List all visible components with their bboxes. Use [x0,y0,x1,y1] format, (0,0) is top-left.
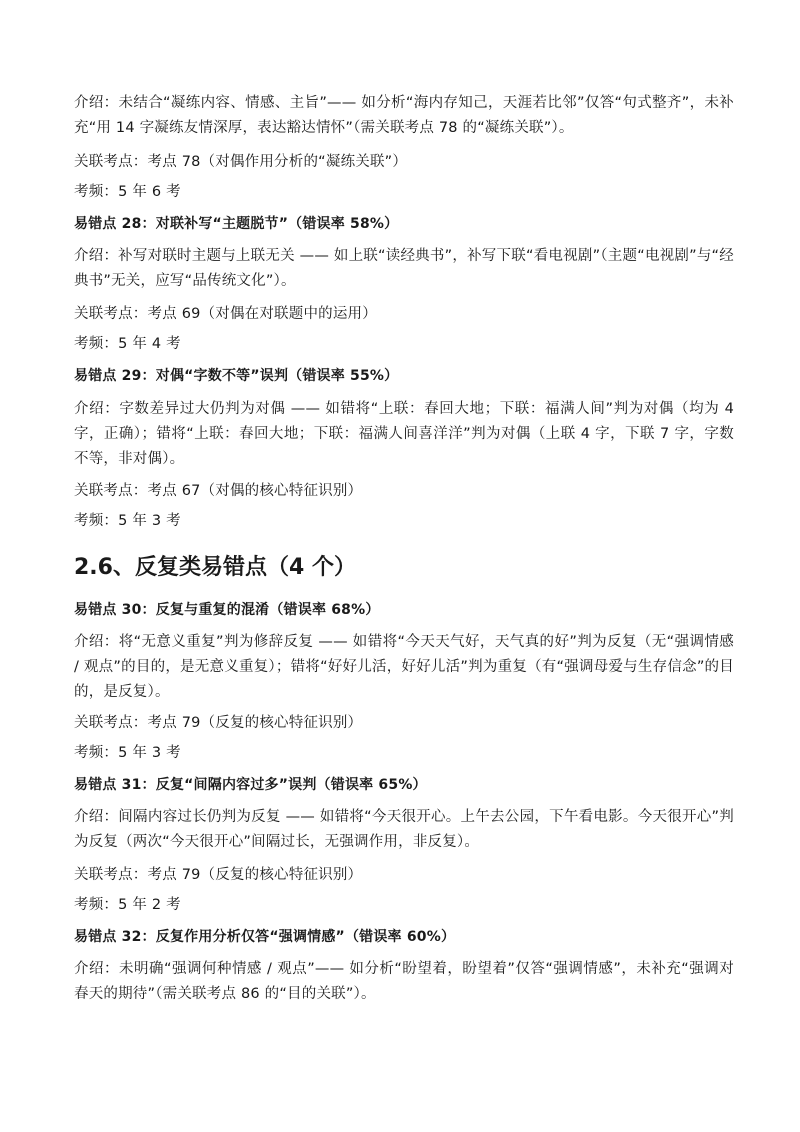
error-item-29-intro: 介绍：字数差异过大仍判为对偶 —— 如错将“上联：春回大地；下联：福满人间”判为对偶（均为 4 字，正确）；错将“上联：春回大地；下联：福满人间喜洋洋”判为对偶（上联 4 字，下联 7 字，字数不等，非对偶）。 [74,401,734,467]
error-item-31-title: 易错点 31：反复“间隔内容过多”误判（错误率 65%） [74,777,427,793]
error-item-28-frequency: 考频：5 年 4 考 [74,336,181,352]
error-item-30-related: 关联考点：考点 79（反复的核心特征识别） [74,715,363,731]
exam-frequency: 考频：5 年 6 考 [74,184,181,200]
error-item-31-related: 关联考点：考点 79（反复的核心特征识别） [74,867,363,883]
error-item-29-frequency: 考频：5 年 3 考 [74,513,181,529]
error-item-28-title: 易错点 28：对联补写“主题脱节”（错误率 58%） [74,216,399,232]
intro-paragraph: 介绍：未结合“凝练内容、情感、主旨”—— 如分析“海内存知己，天涯若比邻”仅答“句式整齐”，未补充“用 14 字凝练友情深厚，表达豁达情怀”（需关联考点 78 的“凝练关联”）。 [74,95,734,136]
error-item-32-intro: 介绍：未明确“强调何种情感 / 观点”—— 如分析“盼望着，盼望着”仅答“强调情感”，未补充“强调对春天的期待”（需关联考点 86 的“目的关联”）。 [74,961,734,1002]
error-item-32-title: 易错点 32：反复作用分析仅答“强调情感”（错误率 60%） [74,929,456,945]
error-item-28-intro: 介绍：补写对联时主题与上联无关 —— 如上联“读经典书”，补写下联“看电视剧”（主题“电视剧”与“经典书”无关，应写“品传统文化”）。 [74,248,734,289]
section-heading: 2.6、反复类易错点（4 个） [74,555,356,580]
error-item-31-frequency: 考频：5 年 2 考 [74,897,181,913]
error-item-31-intro: 介绍：间隔内容过长仍判为反复 —— 如错将“今天很开心。上午去公园，下午看电影。今天很开心”判为反复（两次“今天很开心”间隔过长，无强调作用，非反复）。 [74,809,734,850]
related-point: 关联考点：考点 78（对偶作用分析的“凝练关联”） [74,154,408,170]
error-item-30-frequency: 考频：5 年 3 考 [74,745,181,761]
error-item-30-title: 易错点 30：反复与重复的混淆（错误率 68%） [74,602,380,618]
error-item-29-related: 关联考点：考点 67（对偶的核心特征识别） [74,483,363,499]
error-item-29-title: 易错点 29：对偶“字数不等”误判（错误率 55%） [74,368,399,384]
error-item-30-intro: 介绍：将“无意义重复”判为修辞反复 —— 如错将“今天天气好，天气真的好”判为反复（无“强调情感 / 观点”的目的，是无意义重复）；错将“好好儿活，好好儿活”判为重复（有“强调母爱与生存信念”的目的，是反复）。 [74,634,734,700]
error-item-28-related: 关联考点：考点 69（对偶在对联题中的运用） [74,306,377,322]
